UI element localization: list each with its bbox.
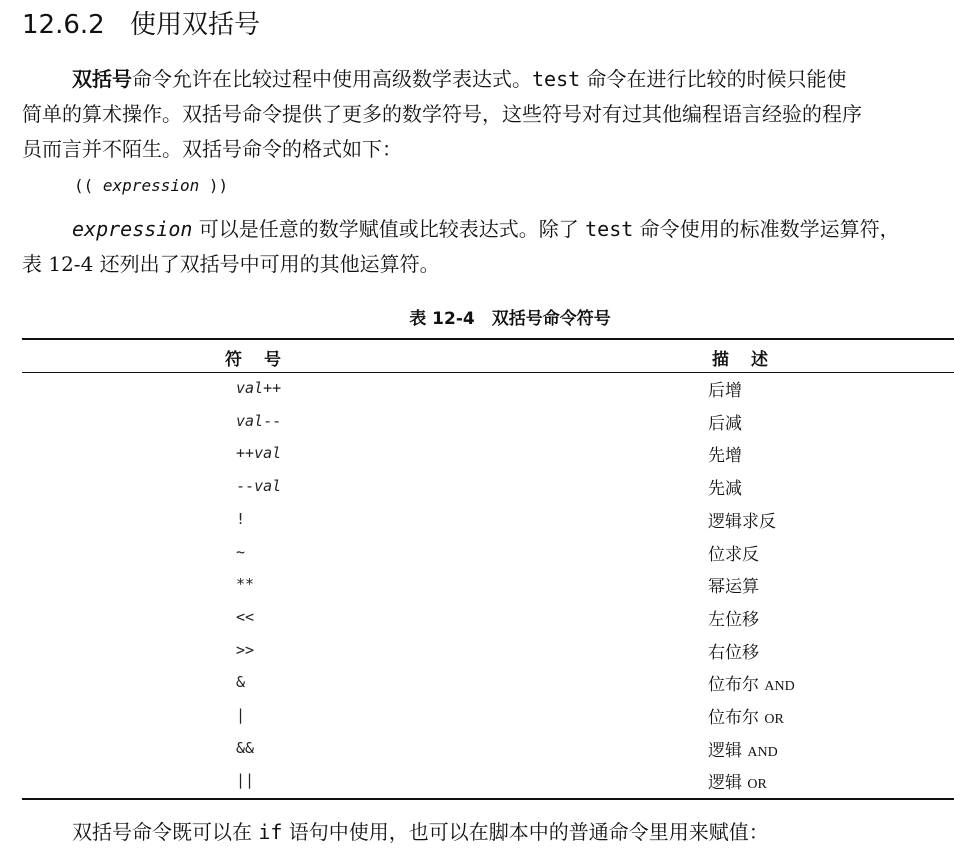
description-text: 逻辑 (708, 773, 742, 794)
section-number: 12.6.2 (22, 10, 105, 40)
operator-description (708, 376, 742, 401)
paragraph-intro-line-2: 简单的算术操作。双括号命令提供了更多的数学符号，这些符号对有过其他编程语言经验的程序 (22, 102, 862, 126)
header-description: 描述 (712, 350, 790, 370)
section-heading (22, 4, 260, 44)
operator-part: << (236, 607, 255, 626)
operator-variable: val (236, 411, 264, 430)
table-row (0, 735, 954, 768)
operator-description (708, 572, 759, 597)
operator-symbol (236, 412, 281, 430)
table-row (0, 767, 954, 800)
text-segment: 命令在进行比较的时候只能使 (580, 67, 847, 91)
operator-symbol (236, 706, 245, 724)
paragraph-intro-line-3: 员而言并不陌生。双括号命令的格式如下： (22, 137, 402, 161)
table-row (0, 440, 954, 473)
operator-part: && (236, 738, 255, 757)
description-text: 左位移 (708, 609, 759, 630)
operator-description (708, 507, 776, 532)
inline-code-if: if (258, 820, 283, 844)
table-row (0, 702, 954, 735)
description-text: 先减 (708, 479, 742, 500)
table-row (0, 604, 954, 637)
operator-variable: val (254, 477, 282, 496)
operator-part: | (236, 706, 246, 724)
description-text: 位求反 (708, 544, 759, 565)
operator-symbol (236, 477, 281, 495)
table-row (0, 408, 954, 441)
paragraph-expression-line-2: 表 12-4 还列出了双括号中可用的其他运算符。 (22, 252, 440, 276)
table-row (0, 375, 954, 408)
inline-expression: expression (72, 217, 193, 241)
operator-part: ! (236, 509, 246, 528)
bold-term: 双括号 (72, 67, 132, 91)
header-symbol: 符号 (225, 350, 303, 370)
table-top-rule (22, 338, 954, 340)
description-text: 位布尔 (708, 675, 759, 696)
operator-description (708, 605, 759, 630)
operator-description (708, 768, 767, 793)
table-row (0, 571, 954, 604)
paragraph-expression-line-1 (22, 212, 954, 247)
description-suffix: OR (747, 777, 767, 793)
paragraph-intro-line-1 (22, 62, 954, 97)
operator-symbol (236, 444, 281, 462)
table-row (0, 669, 954, 702)
operator-part: ++ (263, 379, 282, 397)
text-segment: 双括号命令既可以在 (72, 820, 259, 844)
text-segment: 语句中使用，也可以在脚本中的普通命令里用来赋值： (282, 820, 769, 844)
operator-description (708, 540, 759, 565)
operator-symbol (236, 673, 245, 691)
operator-description (708, 441, 742, 466)
table-header-rule (22, 372, 954, 373)
table-row (0, 637, 954, 670)
section-title: 使用双括号 (130, 10, 261, 40)
description-text: 位布尔 (708, 708, 759, 728)
description-suffix: AND (764, 679, 795, 695)
description-text: 先增 (708, 446, 742, 467)
operator-part: >> (236, 640, 255, 659)
description-text: 后增 (708, 381, 742, 401)
description-suffix: OR (764, 712, 784, 727)
operator-symbol (236, 510, 245, 528)
description-text: 幂运算 (708, 577, 759, 598)
operator-description (708, 638, 759, 663)
operator-symbol (236, 739, 254, 757)
text-segment: 命令使用的标准数学运算符， (633, 217, 900, 241)
operator-symbol (236, 379, 281, 397)
operator-symbol (236, 608, 254, 626)
operator-variable: val (254, 444, 282, 463)
text-segment: 命令允许在比较过程中使用高级数学表达式。 (132, 67, 532, 91)
table-row (0, 473, 954, 506)
inline-code-test: test (532, 67, 581, 91)
operator-symbol (236, 543, 245, 561)
code-expression: expression (102, 176, 200, 195)
table-caption: 表 12-4 双括号命令符号 (409, 309, 611, 329)
operator-description (708, 703, 784, 728)
operator-variable: val (236, 379, 264, 397)
code-close: )) (199, 176, 229, 195)
description-text: 后减 (708, 413, 742, 434)
operator-symbol (236, 771, 254, 789)
description-suffix: AND (747, 744, 778, 760)
operator-part: || (236, 771, 255, 790)
description-text: 右位移 (708, 642, 759, 663)
operator-part: & (236, 673, 246, 692)
paragraph-closing (22, 815, 954, 850)
code-open: (( (74, 176, 103, 195)
description-text: 逻辑 (708, 740, 742, 761)
operator-description (708, 670, 795, 695)
operator-description (708, 736, 778, 761)
description-text: 逻辑求反 (708, 511, 776, 532)
table-row (0, 539, 954, 572)
operator-part: -- (263, 411, 282, 430)
table-row (0, 506, 954, 539)
table-bottom-rule (22, 798, 954, 800)
code-syntax-line (74, 176, 228, 195)
operator-part: -- (236, 477, 255, 496)
operator-symbol (236, 575, 254, 593)
operator-description (708, 409, 742, 434)
operator-part: ++ (236, 444, 255, 463)
operator-symbol (236, 641, 254, 659)
inline-code-test: test (585, 217, 634, 241)
text-segment: 可以是任意的数学赋值或比较表达式。除了 (192, 217, 586, 241)
operator-part: ~ (236, 542, 246, 561)
operator-description (708, 474, 742, 499)
operator-part: ** (236, 575, 255, 594)
